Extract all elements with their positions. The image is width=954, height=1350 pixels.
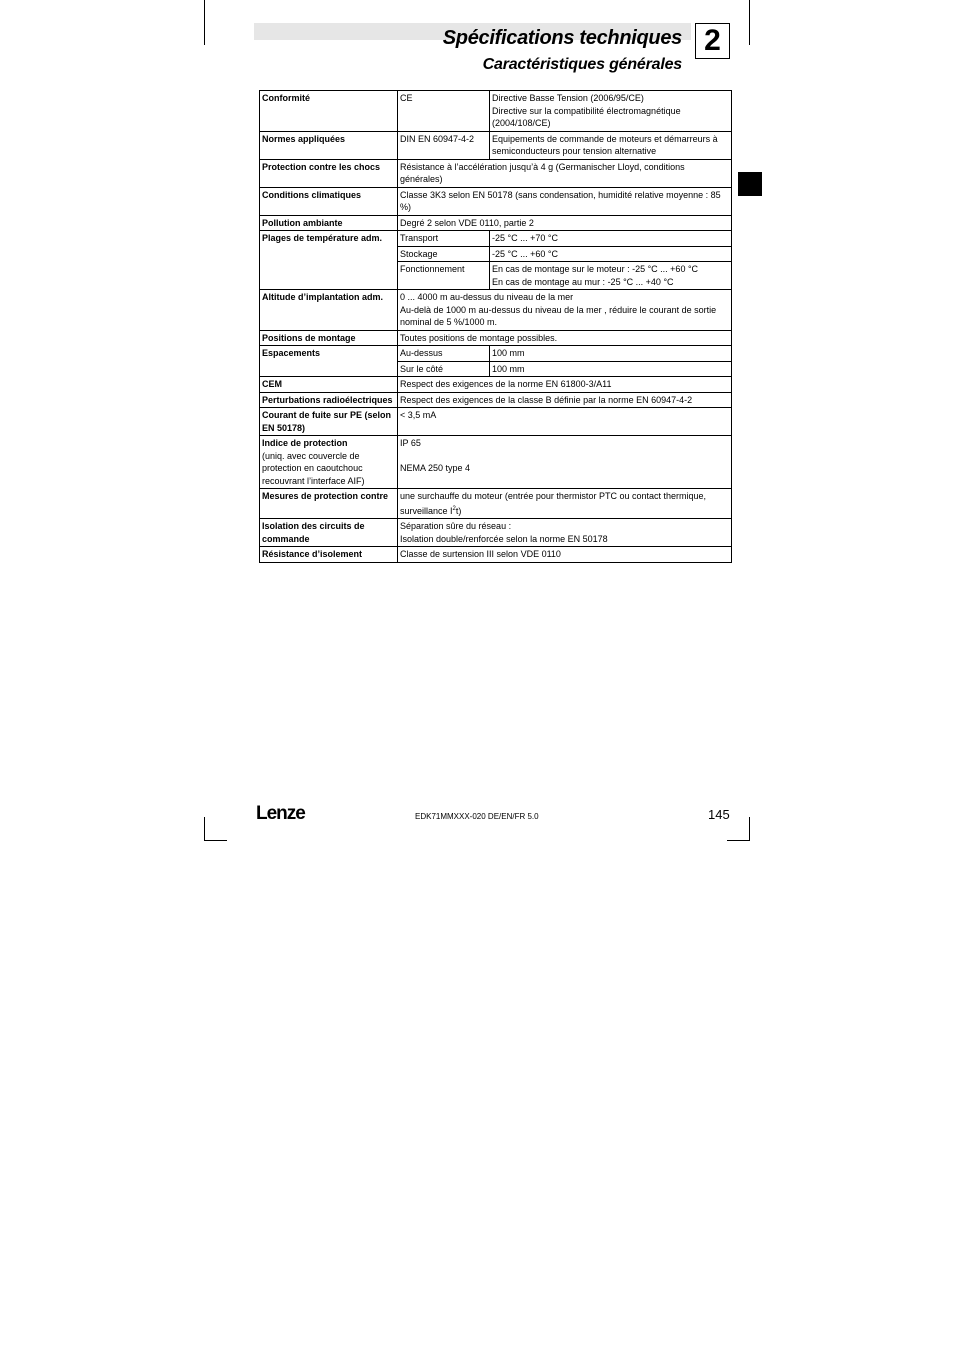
table-row [260,392,732,408]
table-row [260,187,732,215]
table-row [260,91,732,132]
table-row [260,547,732,563]
row-label: Positions de montage [260,330,398,346]
row-label: Résistance d’isolement [260,547,398,563]
row-value: Classe 3K3 selon EN 50178 (sans condensation, humidité relative moyenne : 85 %) [398,187,732,215]
value-line: En cas de montage sur le moteur : -25 °C ... +60 °C [492,264,699,274]
table-row [260,346,732,362]
row-value: Classe de surtension III selon VDE 0110 [398,547,732,563]
row-value [490,91,732,132]
row-key: Transport [398,231,490,247]
table-row [260,131,732,159]
row-value: Respect des exigences de la classe B définie par la norme EN 60947-4-2 [398,392,732,408]
row-label: Conformité [260,91,398,132]
row-value [398,489,732,519]
row-label-note: (uniq. avec couvercle de protection en caoutchouc recouvrant l’interface AIF) [262,450,365,486]
value-line: 0 ... 4000 m au-dessus du niveau de la mer [400,292,574,302]
crop-mark [204,840,227,841]
page-subtitle: Caractéristiques générales [482,56,682,73]
crop-mark [727,840,750,841]
row-label-title: Indice de protection [262,438,348,448]
value-line: En cas de montage au mur : -25 °C ... +40 °C [492,276,674,287]
row-value: Toutes positions de montage possibles. [398,330,732,346]
table-row [260,489,732,519]
row-value [490,262,732,290]
row-value: Degré 2 selon VDE 0110, partie 2 [398,215,732,231]
row-value [398,436,732,489]
value-line: Séparation sûre du réseau : [400,521,512,531]
row-value: Résistance à l’accélération jusqu’à 4 g (Germanischer Lloyd, conditions générales) [398,159,732,187]
value-line: NEMA 250 type 4 [400,462,471,473]
page-number: 145 [708,807,730,822]
row-label: Normes appliquées [260,131,398,159]
table-row [260,290,732,331]
row-label: Perturbations radioélectriques [260,392,398,408]
table-row [260,159,732,187]
crop-mark [749,817,750,841]
row-value: Respect des exigences de la norme EN 61800-3/A11 [398,377,732,393]
row-value: 100 mm [490,361,732,377]
row-key: CE [398,91,490,132]
document-code: EDK71MMXXX-020 DE/EN/FR 5.0 [415,812,539,821]
table-row [260,330,732,346]
row-label: Pollution ambiante [260,215,398,231]
table-row [260,519,732,547]
value-line: Isolation double/renforcée selon la norme EN 50178 [400,533,608,544]
row-label: Courant de fuite sur PE (selon EN 50178) [260,408,398,436]
row-key: Fonctionnement [398,262,490,290]
value-line: Au-delà de 1000 m au-dessus du niveau de la mer , réduire le courant de sortie nominal de 5 %/1000 m. [400,304,717,327]
row-label: CEM [260,377,398,393]
row-key: Au-dessus [398,346,490,362]
table-row [260,231,732,247]
value-line: IP 65 [400,438,421,448]
row-value: -25 °C ... +70 °C [490,231,732,247]
row-label: Conditions climatiques [260,187,398,215]
row-label: Isolation des circuits de commande [260,519,398,547]
table-row [260,377,732,393]
row-value: Equipements de commande de moteurs et démarreurs à semiconducteurs pour tension alternative [490,131,732,159]
crop-mark [204,0,205,45]
row-label: Mesures de protection contre [260,489,398,519]
page-title: Spécifications techniques [442,27,682,49]
row-value: -25 °C ... +60 °C [490,246,732,262]
row-label [260,436,398,489]
value-text: une surchauffe du moteur (entrée pour thermistor PTC ou contact thermique, surveillance I [400,491,706,516]
row-key: Stockage [398,246,490,262]
row-value [398,519,732,547]
lenze-logo: Lenze [256,803,305,824]
crop-mark [749,0,750,45]
row-label: Espacements [260,346,398,377]
row-value: < 3,5 mA [398,408,732,436]
row-label: Altitude d’implantation adm. [260,290,398,331]
crop-mark [204,817,205,841]
value-line: Directive sur la compatibilité électromagnétique (2004/108/CE) [492,105,681,128]
row-key: Sur le côté [398,361,490,377]
row-value: 100 mm [490,346,732,362]
side-tab-marker [738,172,762,196]
value-text: t) [455,505,462,516]
spec-table [259,90,732,563]
table-row [260,408,732,436]
row-value [398,290,732,331]
table-row [260,215,732,231]
row-label: Plages de température adm. [260,231,398,290]
row-label: Protection contre les chocs [260,159,398,187]
row-key: DIN EN 60947-4-2 [398,131,490,159]
chapter-number: 2 [695,23,730,59]
value-line: Directive Basse Tension (2006/95/CE) [492,93,644,103]
value-superscript: 2 [452,505,456,512]
table-row [260,436,732,489]
